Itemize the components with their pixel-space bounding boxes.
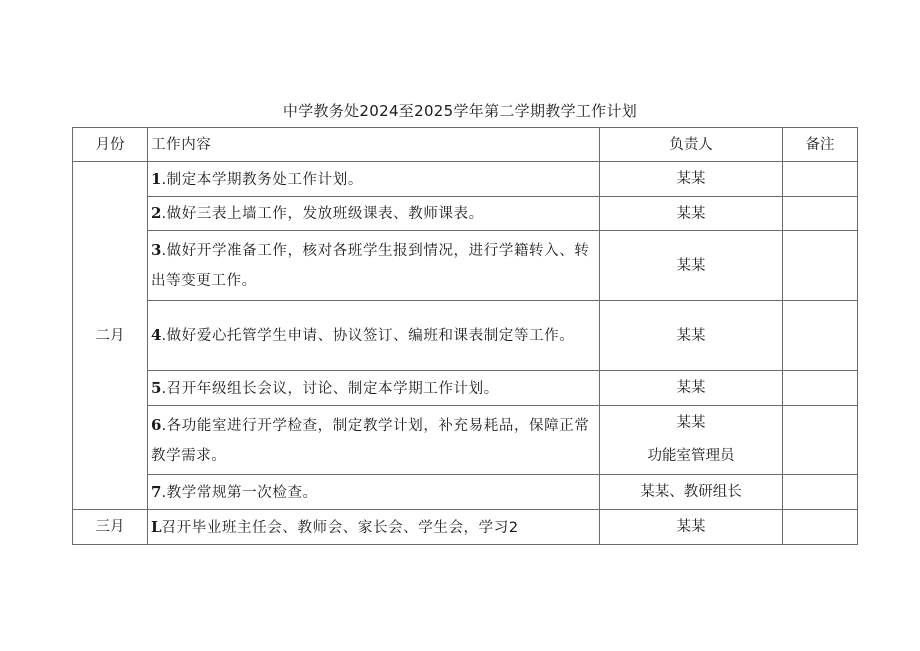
owner-cell: 某某 [600, 231, 783, 301]
content-cell [148, 406, 600, 475]
item-text: .召开年级组长会议，讨论、制定本学期工作计划。 [161, 380, 499, 397]
owner-line: 某某 [676, 415, 706, 431]
item-text: .教学常规第一次检查。 [161, 484, 318, 501]
header-month: 月份 [73, 128, 148, 162]
month-cell-feb: 二月 [73, 162, 148, 510]
table-row [73, 301, 858, 371]
content-cell [148, 197, 600, 231]
table-row [73, 371, 858, 406]
month-cell-mar: 三月 [73, 510, 148, 545]
note-cell [783, 162, 858, 197]
item-number: 2 [151, 204, 162, 222]
owner-cell [600, 406, 783, 475]
header-note: 备注 [783, 128, 858, 162]
item-number: 1 [151, 169, 162, 188]
content-cell [148, 301, 600, 371]
content-cell [148, 510, 600, 545]
item-number: 3 [151, 241, 162, 259]
item-text: .各功能室进行开学检查，制定教学计划，补充易耗品，保障正常教学需求。 [151, 417, 590, 464]
owner-line: 功能室管理员 [647, 448, 735, 464]
owner-cell: 某某 [600, 197, 783, 231]
table-row [73, 475, 858, 510]
owner-cell: 某某 [600, 510, 783, 545]
note-cell [783, 475, 858, 510]
table-row [73, 231, 858, 301]
work-plan-table [72, 127, 858, 545]
item-number: 6 [151, 415, 162, 434]
item-number: 7 [151, 482, 162, 501]
table-row [73, 510, 858, 545]
item-text: 召开毕业班主任会、教师会、家长会、学生会，学习2 [161, 519, 519, 536]
content-cell [148, 475, 600, 510]
item-text: .做好开学准备工作，核对各班学生报到情况，进行学籍转入、转出等变更工作。 [151, 243, 590, 289]
item-number: 5 [151, 378, 162, 397]
item-text: .制定本学期教务处工作计划。 [161, 171, 363, 188]
table-row [73, 197, 858, 231]
content-cell [148, 371, 600, 406]
header-content: 工作内容 [148, 128, 600, 162]
table-header-row [73, 128, 858, 162]
owner-cell: 某某 [600, 371, 783, 406]
table-row [73, 162, 858, 197]
note-cell [783, 406, 858, 475]
header-owner: 负责人 [600, 128, 783, 162]
table-row [73, 406, 858, 475]
content-cell [148, 231, 600, 301]
owner-cell: 某某 [600, 162, 783, 197]
note-cell [783, 197, 858, 231]
item-text: .做好三表上墙工作，发放班级课表、教师课表。 [161, 206, 484, 222]
document-title: 中学教务处2024至2025学年第二学期教学工作计划 [282, 102, 638, 120]
note-cell [783, 371, 858, 406]
item-number: L [151, 517, 162, 536]
item-number: 4 [151, 326, 162, 344]
owner-cell: 某某、教研组长 [600, 475, 783, 510]
content-cell [148, 162, 600, 197]
note-cell [783, 510, 858, 545]
note-cell [783, 231, 858, 301]
item-text: .做好爱心托管学生申请、协议签订、编班和课表制定等工作。 [161, 328, 575, 344]
note-cell [783, 301, 858, 371]
owner-cell: 某某 [600, 301, 783, 371]
